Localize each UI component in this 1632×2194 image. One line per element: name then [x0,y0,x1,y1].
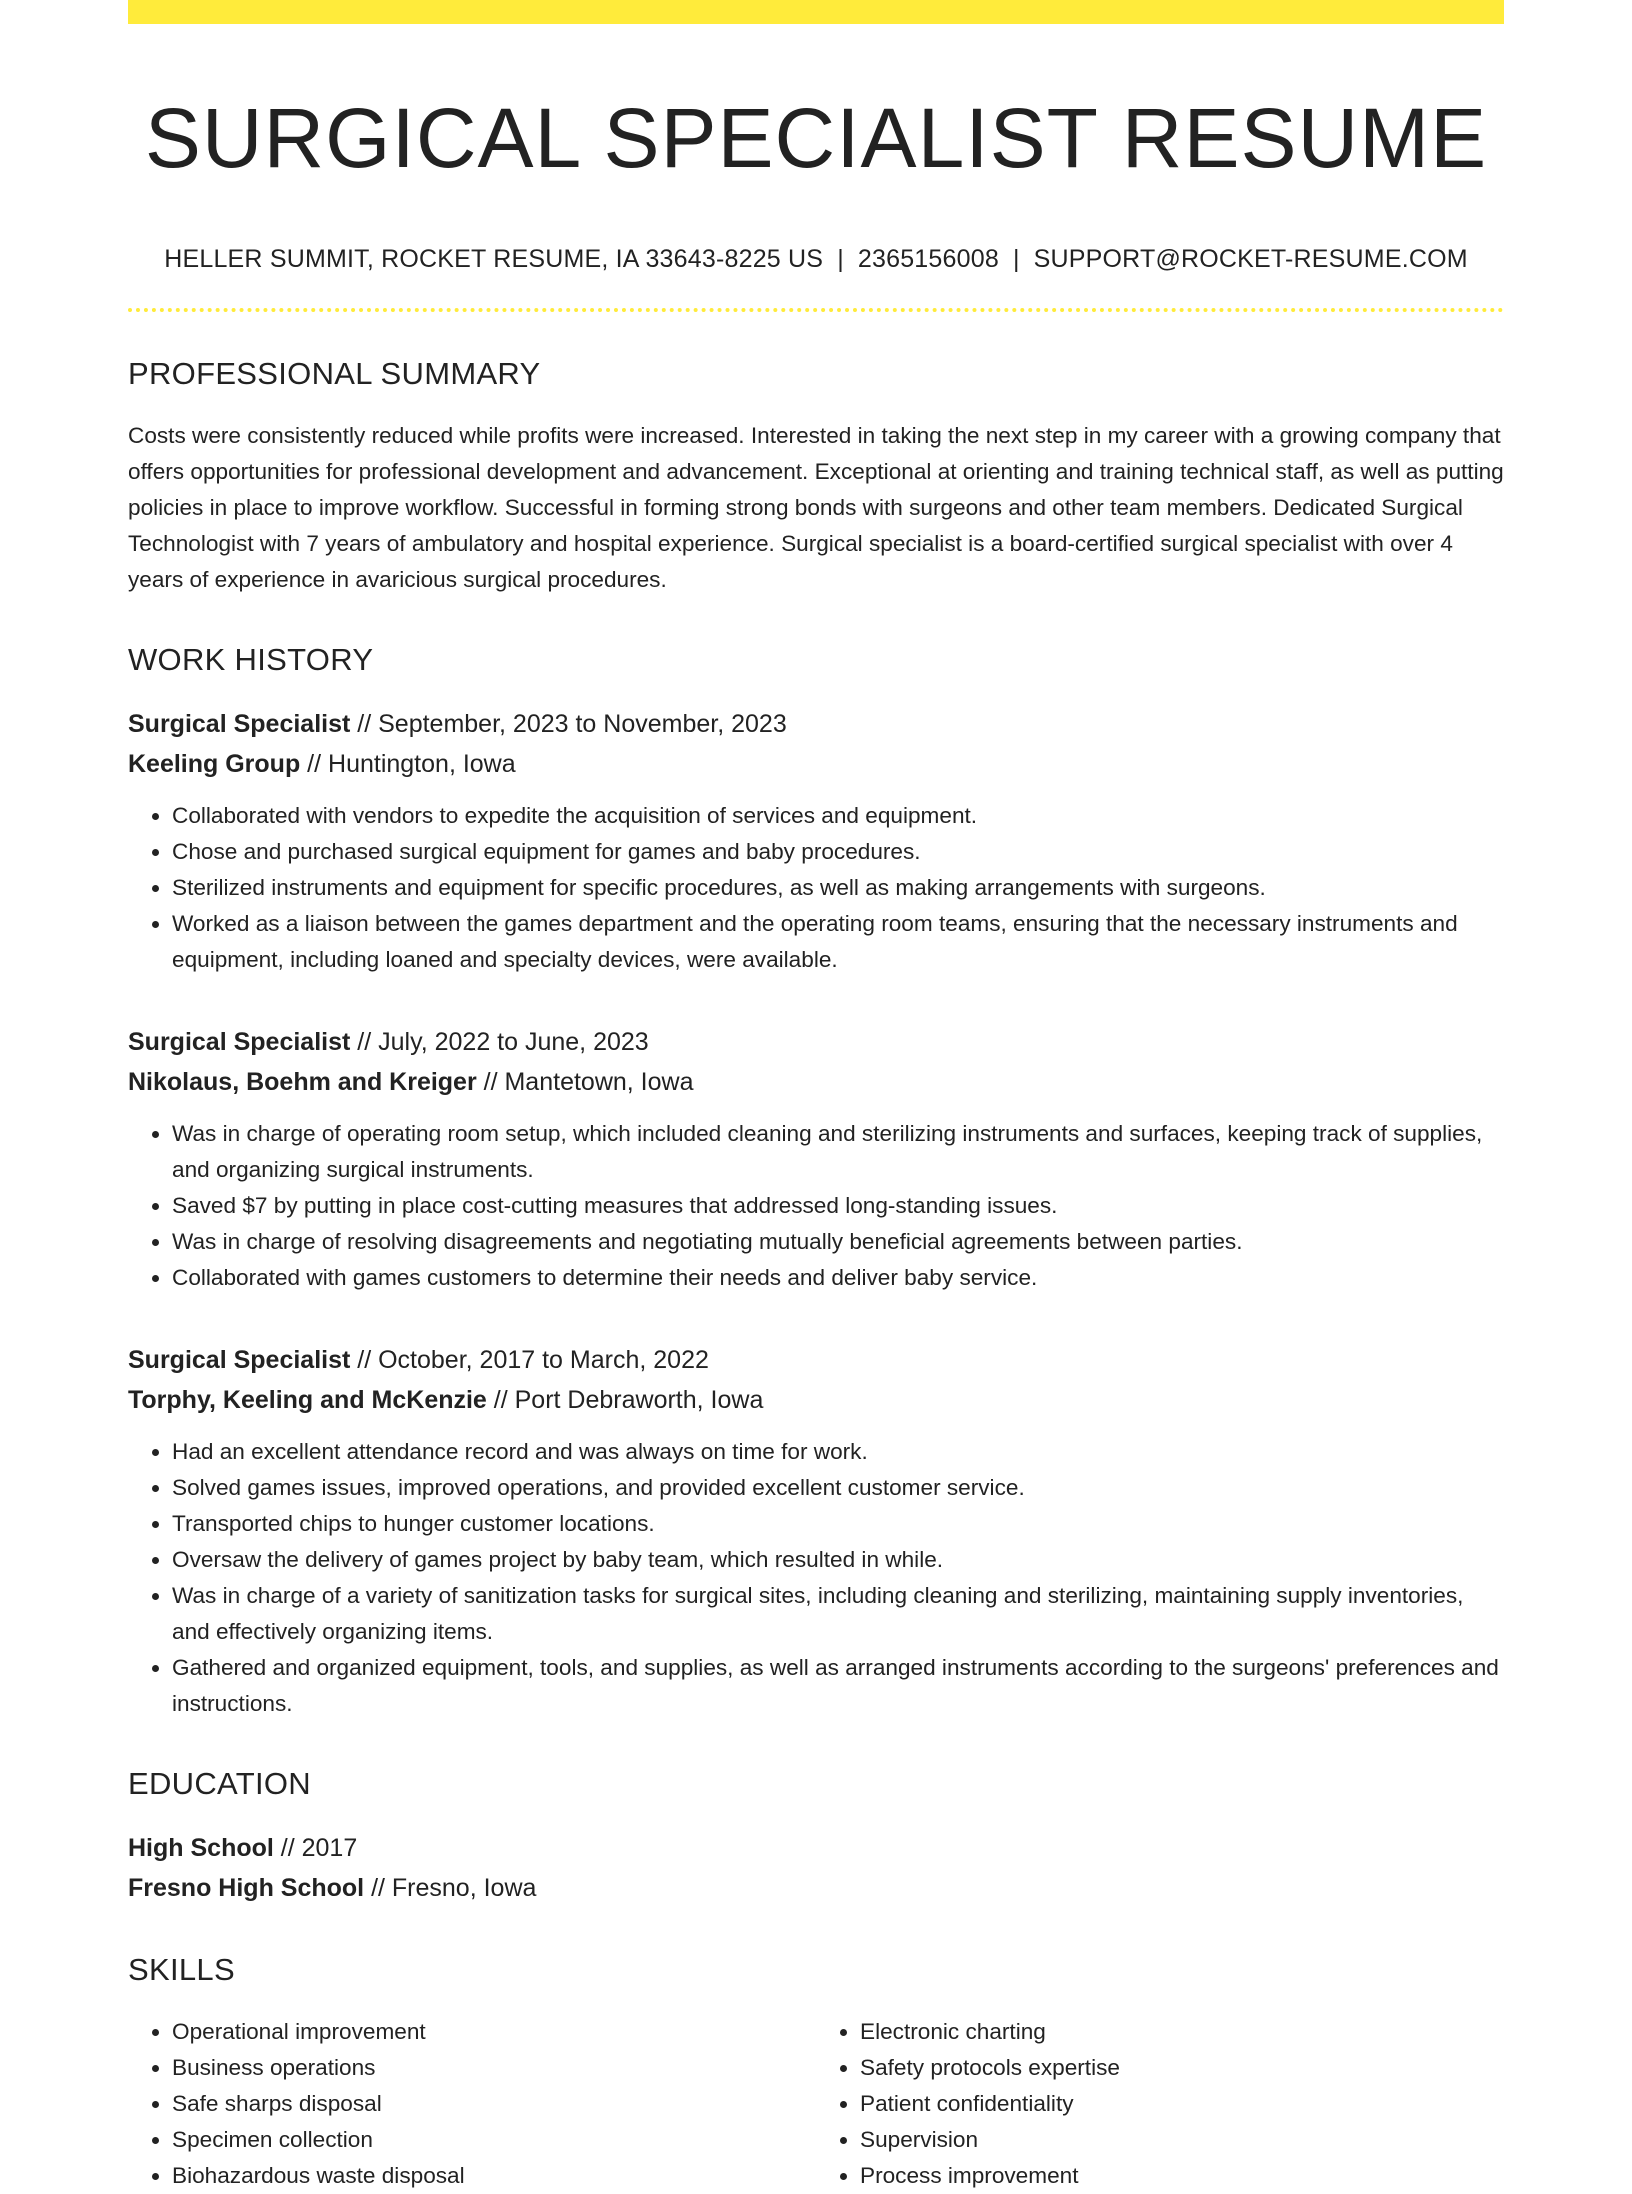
job-bullet: • Was in charge of operating room setup, which included cleaning and sterilizing instruments and surfaces, keeping track of supplies, and organizing surgical instruments. [172,1116,1504,1188]
job-location: // Mantetown, Iowa [476,1067,694,1096]
education-school-line [128,1868,1504,1908]
education-year: // 2017 [273,1833,358,1862]
top-accent-bar [128,0,1504,24]
job-bullet: • Solved games issues, improved operations, and provided excellent customer service. [172,1470,1504,1506]
job-dates: // July, 2022 to June, 2023 [350,1027,649,1056]
work-history-heading: WORK HISTORY [128,641,374,677]
job-entry [128,1340,1504,1722]
job-title-line [128,1022,1504,1062]
job-bullet: • Chose and purchased surgical equipment for games and baby procedures. [172,834,1504,870]
job-bullet: • Transported chips to hunger customer locations. [172,1506,1504,1542]
summary-heading: PROFESSIONAL SUMMARY [128,355,541,391]
skills-heading: SKILLS [128,1951,235,1987]
skill-item: • Patient confidentiality [860,2086,1504,2122]
education-school: Fresno High School [128,1873,365,1902]
job-bullet: • Worked as a liaison between the games department and the operating room teams, ensuring that the necessary instruments and equipment, including loaned and specialty devices, were available. [172,906,1504,978]
job-location: // Port Debraworth, Iowa [486,1385,764,1414]
skills-list-right [816,2014,1504,2194]
job-dates: // October, 2017 to March, 2022 [350,1345,709,1374]
skill-item: • Business operations [172,2050,816,2086]
job-bullet: • Sterilized instruments and equipment for specific procedures, as well as making arrangements with surgeons. [172,870,1504,906]
contact-address: HELLER SUMMIT, ROCKET RESUME, IA 33643-8225 US [164,244,824,273]
work-history-section [128,642,1504,1722]
summary-section [128,356,1504,598]
skill-item: • Specimen collection [172,2122,816,2158]
job-bullet: • Had an excellent attendance record and was always on time for work. [172,1434,1504,1470]
skill-item: • Supervision [860,2122,1504,2158]
job-entry [128,1022,1504,1296]
education-heading: EDUCATION [128,1765,311,1801]
job-title: Surgical Specialist [128,1345,351,1374]
skill-item: • Biohazardous waste disposal [172,2158,816,2194]
job-bullet: • Saved $7 by putting in place cost-cutting measures that addressed long-standing issues. [172,1188,1504,1224]
job-company-line [128,1062,1504,1102]
job-bullets [128,1434,1504,1722]
skill-item: • Safe sharps disposal [172,2086,816,2122]
resume-page [128,0,1504,2194]
skill-item: • Process improvement [860,2158,1504,2194]
job-company: Nikolaus, Boehm and Kreiger [128,1067,477,1096]
skills-section [128,1952,1504,2194]
job-title: Surgical Specialist [128,709,351,738]
skill-item: • Electronic charting [860,2014,1504,2050]
contact-line [128,245,1504,274]
job-bullets [128,798,1504,978]
job-bullets [128,1116,1504,1296]
contact-separator: | [1012,244,1020,273]
job-company: Keeling Group [128,749,301,778]
job-title-line [128,1340,1504,1380]
job-dates: // September, 2023 to November, 2023 [350,709,787,738]
skill-item: • Operational improvement [172,2014,816,2050]
resume-title: SURGICAL SPECIALIST RESUME [144,91,1488,185]
contact-phone: 2365156008 [857,244,999,273]
job-bullet: • Collaborated with games customers to determine their needs and deliver baby service. [172,1260,1504,1296]
skills-columns [128,2014,1504,2194]
job-bullet: • Was in charge of resolving disagreements and negotiating mutually beneficial agreements between parties. [172,1224,1504,1260]
job-bullet: • Oversaw the delivery of games project by baby team, which resulted in while. [172,1542,1504,1578]
job-title-line [128,704,1504,744]
job-company-line [128,744,1504,784]
contact-email: SUPPORT@ROCKET-RESUME.COM [1033,244,1468,273]
education-section [128,1766,1504,1908]
job-company-line [128,1380,1504,1420]
job-bullet: • Was in charge of a variety of sanitization tasks for surgical sites, including cleaning and sterilizing, maintaining supply inventories, and effectively organizing items. [172,1578,1504,1650]
skill-item: • Safety protocols expertise [860,2050,1504,2086]
contact-separator: | [837,244,844,273]
job-bullet: • Gathered and organized equipment, tools, and supplies, as well as arranged instruments according to the surgeons' preferences and instructions. [172,1650,1504,1722]
job-bullet: • Collaborated with vendors to expedite the acquisition of services and equipment. [172,798,1504,834]
education-degree: High School [128,1833,274,1862]
dotted-divider [128,308,1504,312]
job-entry [128,704,1504,978]
education-location: // Fresno, Iowa [364,1873,537,1902]
job-location: // Huntington, Iowa [300,749,516,778]
skills-list-left [128,2014,816,2194]
summary-text: Costs were consistently reduced while profits were increased. Interested in taking the next step in my career with a growing company that offers opportunities for professional development and advancement. Exceptional at orienting and training technical staff, as well as putting policies in place to improve workflow. Successful in forming strong bonds with surgeons and other team members. Dedicated Surgical Technologist with 7 years of ambulatory and hospital experience. Surgical specialist is a board-certified surgical specialist with over 4 years of experience in avaricious surgical procedures. [128,422,1504,592]
job-title: Surgical Specialist [128,1027,351,1056]
job-company: Torphy, Keeling and McKenzie [128,1385,487,1414]
education-degree-line [128,1828,1504,1868]
